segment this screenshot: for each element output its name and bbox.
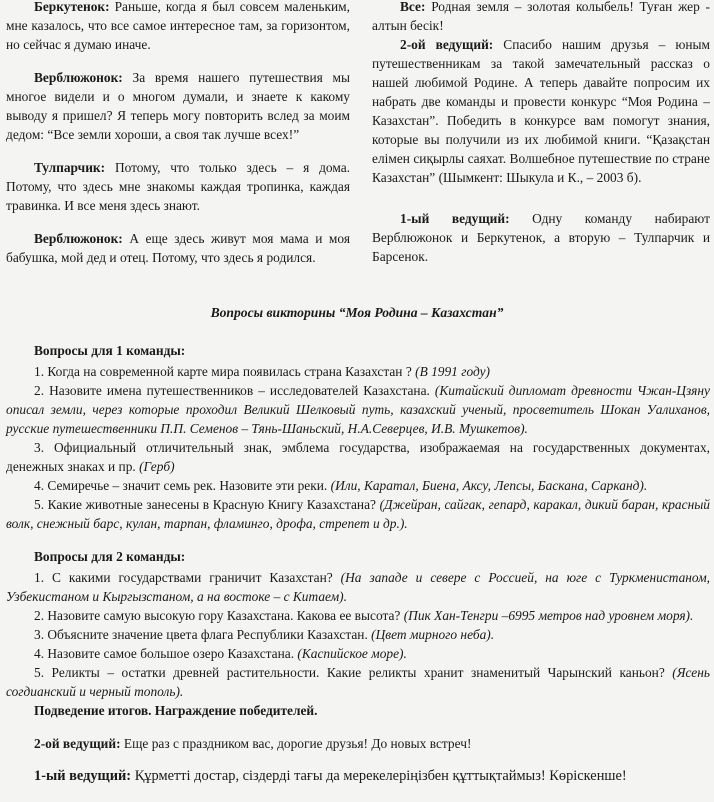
- answer-text: (Цвет мирного неба).: [371, 627, 495, 642]
- speaker-name: 1-ый ведущий:: [400, 211, 510, 226]
- speech-text: А еще здесь живут моя мама и моя бабушка, мой дед и отец. Потому, что здесь я родился.: [6, 231, 350, 265]
- speaker-name: Верблюжонок:: [34, 70, 123, 85]
- answer-text: (Или, Каратал, Биена, Аксу, Лепсы, Баскана, Сарканд).: [330, 478, 648, 493]
- question-text: 5. Реликты – остатки древней растительности. Какие реликты хранит знаменитый Чарынский каньон?: [34, 665, 673, 680]
- question-item: [6, 438, 710, 476]
- question-item: [6, 644, 710, 663]
- answer-text: (Пик Хан-Тенгри –6995 метров над уровнем моря).: [403, 608, 694, 623]
- dialogue-paragraph: [6, 229, 350, 267]
- question-item: [6, 495, 710, 533]
- answer-text: (В 1991 году): [415, 364, 490, 379]
- question-text: 5. Какие животные занесены в Красную Книгу Казахстана?: [34, 497, 380, 512]
- speaker-name: 2-ой ведущий:: [34, 736, 121, 751]
- question-text: 2. Назовите самую высокую гору Казахстана. Какова ее высота?: [34, 608, 404, 623]
- team2-heading: Вопросы для 2 команды:: [34, 549, 186, 564]
- question-item: [6, 606, 710, 625]
- question-text: 3. Объясните значение цвета флага Республики Казахстан.: [34, 627, 372, 642]
- team1-heading: Вопросы для 1 команды:: [34, 343, 186, 358]
- speaker-name: 1-ый ведущий:: [34, 768, 132, 784]
- answer-text: (Каспийское море).: [297, 646, 407, 661]
- quiz-title: Вопросы викторины “Моя Родина – Казахстан”: [210, 305, 504, 320]
- speaker-name: Верблюжонок:: [34, 231, 123, 246]
- question-item: [6, 362, 710, 381]
- quiz-section: [6, 341, 710, 786]
- question-text: 1. Когда на современной карте мира появилась страна Казахстан ?: [34, 364, 416, 379]
- speech-text: Еще раз с праздником вас, дорогие друзья! До новых встреч!: [120, 736, 472, 751]
- closing-line: [6, 767, 710, 786]
- dialogue-paragraph: [6, 0, 350, 54]
- dialogue-paragraph: [372, 35, 710, 187]
- question-item: [6, 476, 710, 495]
- dialogue-paragraph: [6, 158, 350, 215]
- dialogue-paragraph: [372, 209, 710, 266]
- answer-text: (На западе и севере с Россией, на юге с Туркменистаном, Узбекистаном и Кыргызстаном, а на востоке – с Китаем).: [6, 570, 710, 604]
- question-text: 4. Семиречье – значит семь рек. Назовите эти реки.: [34, 478, 331, 493]
- left-column: [6, 0, 350, 267]
- speech-text: Одну команду набирают Верблюжонок и Беркутенок, а вторую – Тулпарчик и Барсенок.: [372, 211, 710, 264]
- question-item: [6, 625, 710, 644]
- summary-line: Подведение итогов. Награждение победителей.: [34, 703, 318, 718]
- question-text: 4. Назовите самое большое озеро Казахстана.: [34, 646, 298, 661]
- answer-text: (Джейран, сайгак, гепард, каракал, дикий баран, красный волк, снежный барс, кулан, тарпан, фламинго, дрофа, стрепет и др.).: [6, 497, 710, 531]
- speaker-name: 2-ой ведущий:: [400, 37, 494, 52]
- question-text: 3. Официальный отличительный знак, эмблема государства, изображаемая на государственных документах, денежных знаках и пр.: [6, 440, 710, 474]
- answer-text: (Китайский дипломат древности Чжан-Цзяну описал земли, через которые проходил Великий Шелковый путь, казахский ученый, просветитель Шокан Уалиханов, русские путешественники П.П. Семенов – Тянь-Шаньский, Н.А.Северцев, И.В. Мушкетов).: [6, 383, 710, 436]
- question-text: 2. Назовите имена путешественников – исследователей Казахстана.: [34, 383, 435, 398]
- right-column: [372, 0, 710, 266]
- speaker-name: Беркутенок:: [34, 0, 110, 14]
- speech-text: За время нашего путешествия мы многое видели и о многом думали, и знаете к какому выводу я пришел? Я теперь могу повторить вслед за моим дедом: “Все земли хороши, а своя так лучше всех!”: [6, 70, 350, 142]
- question-item: [6, 663, 710, 701]
- speech-text: Құрметті достар, сіздерді тағы да мерекелеріңізбен құттықтаймыз! Көріскенше!: [131, 768, 627, 784]
- question-text: 1. С какими государствами граничит Казахстан?: [34, 570, 341, 585]
- speaker-name: Все:: [400, 0, 426, 14]
- speech-text: Потому, что только здесь – я дома. Потому, что здесь мне знакомы каждая тропинка, каждая травинка. И все меня здесь знают.: [6, 160, 350, 213]
- answer-text: (Герб): [139, 459, 175, 474]
- dialogue-paragraph: [6, 68, 350, 144]
- speech-text: Спасибо нашим друзья – юным путешественникам за такой замечательный рассказ о нашей любимой Родине. А теперь давайте попросим их набрать две команды и провести конкурс “Моя Родина – Казахстан”. Победить в конкурсе вам помогут знания, которые вы получили из их любимой книги. “Қазақстан елімен сиқырлы саяхат. Волшебное путешествие по стране Казахстан” (Шымкент: Шыкула и К., – 2003 б).: [372, 37, 710, 185]
- closing-line: [6, 734, 710, 753]
- speech-text: Родная земля – золотая колыбель! Туған жер - алтын бесік!: [372, 0, 710, 33]
- dialogue-paragraph: [372, 0, 710, 35]
- speech-text: Раньше, когда я был совсем маленьким, мне казалось, что все самое интересное там, за горизонтом, но сейчас я думаю иначе.: [6, 0, 350, 52]
- question-item: [6, 381, 710, 438]
- question-item: [6, 568, 710, 606]
- speaker-name: Тулпарчик:: [34, 160, 106, 175]
- answer-text: (Ясень согдианский и черный тополь).: [6, 665, 710, 699]
